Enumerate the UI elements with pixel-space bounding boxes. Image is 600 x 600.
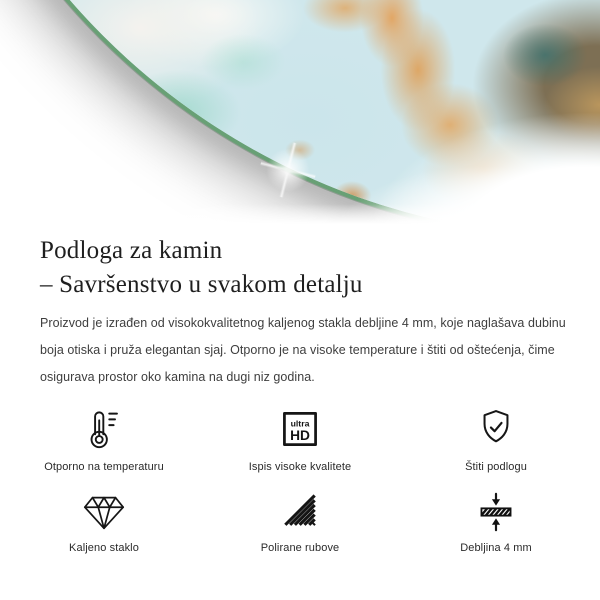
ultra-hd-icon	[278, 405, 322, 451]
thickness-icon	[474, 492, 518, 532]
feature-thickness	[398, 492, 594, 555]
feature-label: Debljina 4 mm	[460, 542, 532, 554]
feature-grid	[0, 405, 600, 555]
thermometer-icon	[81, 405, 127, 451]
feature-label: Štiti podlogu	[465, 461, 527, 473]
description-line: osigurava prostor oko kamina na dugi niz godina.	[40, 370, 315, 384]
glass-disc	[0, 0, 600, 228]
feature-tempered-glass	[6, 492, 202, 555]
feature-label: Polirane rubove	[260, 542, 340, 554]
polished-edges-icon	[278, 492, 322, 532]
svg-text:HD: HD	[290, 428, 310, 443]
feature-temperature	[6, 405, 202, 474]
feature-protects	[398, 405, 594, 474]
product-description	[40, 310, 566, 391]
feature-label: Kaljeno staklo	[69, 542, 139, 554]
feature-print-quality	[202, 405, 398, 474]
diamond-icon	[81, 492, 127, 532]
marble-print	[0, 0, 600, 228]
feature-polished-edges	[202, 492, 398, 555]
description-line: Proizvod je izrađen od visokokvalitetnog kaljenog stakla debljine 4 mm, koje naglašava dubinu	[40, 316, 566, 330]
svg-text:ultra: ultra	[290, 418, 310, 429]
feature-label: Ispis visoke kvalitete	[248, 461, 352, 473]
page-title	[40, 234, 560, 302]
description-line: boja otiska i pruža elegantan sjaj. Otporno je na visoke temperature i štiti od oštećenja, čime	[40, 343, 555, 357]
shield-check-icon	[474, 405, 518, 451]
product-image	[0, 0, 600, 228]
feature-label: Otporno na temperaturu	[44, 461, 164, 473]
page-title-line2: – Savršenstvo u svakom detalju	[40, 271, 363, 298]
page-title-line1: Podloga za kamin	[40, 237, 223, 264]
